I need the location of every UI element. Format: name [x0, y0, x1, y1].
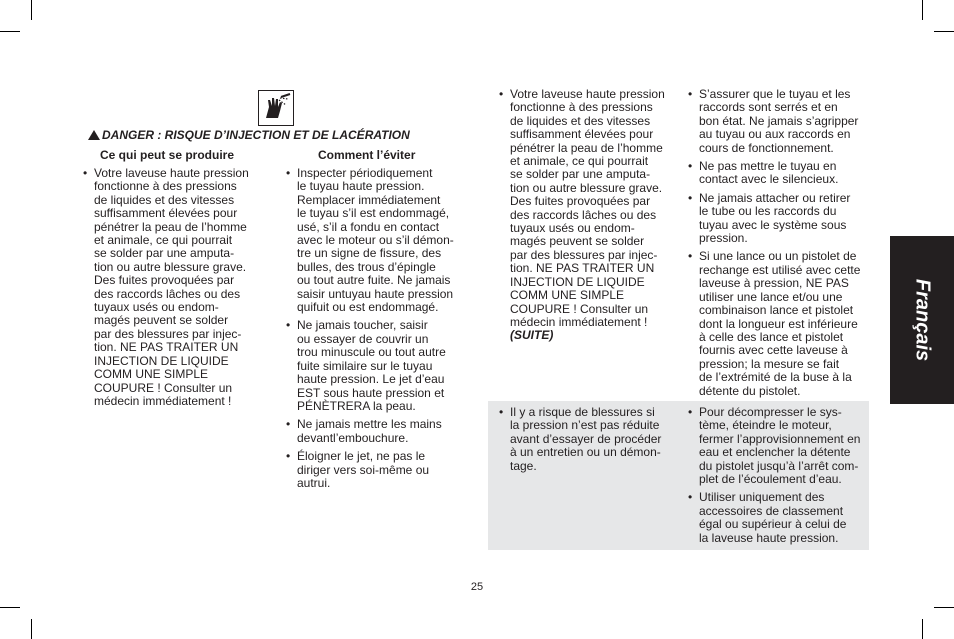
bullet-line: Ne jamais toucher, saisir	[297, 318, 428, 333]
bullet-line: contact avec le silencieux.	[699, 172, 839, 187]
bullet-line: tion. NE PAS TRAITER UN	[94, 340, 239, 355]
bullet-line: ou tout autre fuite. Ne jamais	[297, 273, 451, 288]
bullet-item	[685, 160, 860, 187]
bullet-line: Il y a risque de blessures si	[510, 405, 655, 419]
bullet-line: magés peuvent se solder	[94, 313, 229, 328]
language-tab	[890, 236, 954, 404]
crop-mark	[31, 619, 32, 639]
bullet-line: Utiliser uniquement des	[699, 490, 825, 505]
danger-heading-text: DANGER : RISQUE D’INJECTION ET DE LACÉRATION	[102, 128, 410, 142]
bullet-line: S’assurer que le tuyau et les	[699, 87, 851, 101]
bullet-line: Éloigner le jet, ne pas le	[297, 449, 426, 464]
bullet-line: fermer l’approvisionnement en	[699, 431, 861, 446]
bullet-item	[283, 319, 454, 413]
bullet-line: à un entretien ou un démon-	[510, 445, 661, 460]
bullet-line: égal ou supérieur à celui de	[699, 517, 847, 532]
bullet-item	[496, 406, 661, 473]
bullet-item	[685, 406, 860, 486]
crop-mark	[934, 607, 954, 608]
bullet-line: fonctionne à des pressions	[94, 179, 237, 194]
bullet-line: Ne jamais mettre les mains	[297, 417, 442, 432]
bullet-line: à celle des lance et pistolet	[699, 329, 844, 344]
bullet-line: combinaison lance et pistolet	[699, 303, 854, 318]
bullet-line: tuyaux usés ou endom-	[510, 221, 635, 236]
bullet-line: se solder par une amputa-	[510, 167, 651, 182]
bullet-line: tuyau avec le système sous	[699, 217, 847, 232]
bullet-line: fournis avec cette laveuse à	[699, 343, 848, 358]
crop-mark	[31, 0, 32, 20]
bullet-item	[283, 167, 454, 314]
bullet-line: haute pression. Le jet d’eau	[297, 372, 445, 387]
bullet-line: devantl’embouchure.	[297, 430, 409, 445]
bullet-line: cours de fonctionnement.	[699, 140, 834, 155]
column-header-what: Ce qui peut se produire	[100, 148, 235, 162]
bullet-line: médecin immédiatement !	[94, 393, 232, 408]
bullet-line: bulles, des trous d’épingle	[297, 259, 436, 274]
bullet-line: tre un signe de fissure, des	[297, 246, 442, 261]
bullet-line: Pour décompresser le sys-	[699, 405, 842, 419]
bullet-line: tion ou autre blessure grave.	[94, 259, 247, 274]
bullet-item	[283, 450, 454, 490]
bullet-item	[685, 491, 860, 545]
bullet-line: autrui.	[297, 475, 331, 490]
crop-mark	[0, 31, 20, 32]
bullet-line: et animale, ce qui pourrait	[94, 233, 233, 248]
danger-heading	[88, 128, 410, 142]
bullet-line: tion ou autre blessure grave.	[510, 180, 663, 195]
bullet-line: utiliser une lance et/ou une	[699, 289, 843, 304]
bullet-line: suffisamment élevées pour	[510, 127, 654, 142]
bullet-line: pénétrer la peau de l’homme	[94, 219, 247, 234]
bullet-line: le tuyau s’il est endommagé,	[297, 206, 450, 221]
right-what-bottom-list	[496, 406, 661, 478]
bullet-item	[283, 418, 454, 445]
bullet-line: Inspecter périodiquement	[297, 166, 433, 180]
bullet-line: avec le moteur ou s’il démon-	[297, 233, 454, 248]
bullet-line: Si une lance ou un pistolet de	[699, 249, 857, 264]
bullet-line: de liquides et des vitesses	[510, 113, 651, 128]
bullet-line: PÉNÈTRERA la peau.	[297, 398, 416, 413]
bullet-line: COMM UNE SIMPLE	[510, 288, 625, 303]
bullet-line: la laveuse haute pression.	[699, 530, 839, 545]
bullet-line: eau et enclencher la détente	[699, 445, 851, 460]
bullet-line: raccords sont serrés et en	[699, 100, 838, 115]
bullet-item	[496, 88, 665, 329]
bullet-line: saisir untuyau haute pression	[297, 286, 454, 301]
bullet-line: COUPURE ! Consulter un	[510, 301, 649, 316]
bullet-line: EST sous haute pression et	[297, 385, 445, 400]
bullet-line: de liquides et des vitesses	[94, 192, 235, 207]
left-what-list	[80, 167, 249, 413]
bullet-line: tage.	[510, 458, 537, 473]
bullet-line: fonctionne à des pressions	[510, 100, 653, 115]
bullet-line: suffisamment élevées pour	[94, 206, 238, 221]
crop-mark	[0, 607, 20, 608]
suite-label: (SUITE)	[510, 328, 554, 343]
bullet-line: pénétrer la peau de l’homme	[510, 140, 663, 155]
bullet-line: Ne pas mettre le tuyau en	[699, 159, 837, 174]
bullet-line: détente du pistolet.	[699, 383, 801, 398]
bullet-line: au tuyau ou aux raccords en	[699, 127, 851, 142]
page-number: 25	[470, 581, 484, 593]
bullet-line: tion. NE PAS TRAITER UN	[510, 261, 655, 276]
bullet-line: pression.	[699, 231, 748, 246]
crop-mark	[922, 619, 923, 639]
column-header-how: Comment l’éviter	[318, 148, 416, 162]
bullet-line: se solder par une amputa-	[94, 246, 235, 261]
bullet-line: ou essayer de couvrir un	[297, 331, 429, 346]
bullet-line: pression; la mesure se fait	[699, 356, 840, 371]
bullet-item	[685, 192, 860, 246]
bullet-line: Votre laveuse haute pression	[510, 87, 665, 101]
right-how-bottom-list	[685, 406, 860, 550]
bullet-line: tème, éteindre le moteur,	[699, 418, 832, 433]
bullet-line: par des blessures par injec-	[510, 247, 658, 262]
warning-triangle-icon	[88, 130, 100, 140]
bullet-line: accessoires de classement	[699, 503, 844, 518]
bullet-line: le tube ou les raccords du	[699, 204, 837, 219]
bullet-line: le tuyau haute pression.	[297, 179, 425, 194]
crop-mark	[922, 0, 923, 20]
bullet-line: du pistolet jusqu’à l’arrêt com-	[699, 458, 859, 473]
bullet-line: bon état. Ne jamais s’agripper	[699, 113, 859, 128]
bullet-line: plet de l’écoulement d’eau.	[699, 472, 842, 487]
right-how-top-list	[685, 88, 860, 403]
bullet-line: Ne jamais attacher ou retirer	[699, 190, 851, 205]
bullet-line: INJECTION DE LIQUIDE	[94, 353, 229, 368]
bullet-line: rechange est utilisé avec cette	[699, 262, 861, 277]
bullet-line: tuyaux usés ou endom-	[94, 300, 219, 315]
bullet-line: avant d’essayer de procéder	[510, 431, 662, 446]
bullet-line: par des blessures par injec-	[94, 326, 242, 341]
bullet-item	[685, 88, 860, 155]
bullet-line: quifuit ou est endommagé.	[297, 300, 439, 315]
crop-mark	[934, 31, 954, 32]
bullet-line: usé, s’il a fondu en contact	[297, 219, 440, 234]
bullet-line: des raccords lâches ou des	[94, 286, 241, 301]
left-how-list	[283, 167, 454, 495]
bullet-line: Des fuites provoquées par	[94, 273, 235, 288]
bullet-line: des raccords lâches ou des	[510, 207, 657, 222]
bullet-line: de l’extrémité de la buse à la	[699, 370, 852, 385]
bullet-item	[80, 167, 249, 408]
bullet-line: INJECTION DE LIQUIDE	[510, 274, 645, 289]
bullet-line: magés peuvent se solder	[510, 234, 645, 249]
bullet-line: médecin immédiatement !	[510, 314, 648, 329]
bullet-line: laveuse à pression, NE PAS	[699, 276, 849, 291]
bullet-line: COMM UNE SIMPLE	[94, 367, 209, 382]
bullet-line: Des fuites provoquées par	[510, 194, 651, 209]
bullet-line: la pression n’est pas réduite	[510, 418, 660, 433]
bullet-line: fuite similaire sur le tuyau	[297, 358, 433, 373]
bullet-line: diriger vers soi-même ou	[297, 462, 430, 477]
bullet-line: et animale, ce qui pourrait	[510, 154, 649, 169]
bullet-line: Remplacer immédiatement	[297, 192, 441, 207]
bullet-line: Votre laveuse haute pression	[94, 166, 249, 180]
bullet-item	[685, 250, 860, 397]
bullet-line: dont la longueur est inférieure	[699, 316, 858, 331]
language-tab-label: Français	[911, 278, 934, 362]
bullet-line: trou minuscule ou tout autre	[297, 345, 446, 360]
bullet-line: COUPURE ! Consulter un	[94, 380, 233, 395]
injection-hazard-icon	[258, 90, 294, 126]
right-what-top-list	[496, 88, 665, 343]
